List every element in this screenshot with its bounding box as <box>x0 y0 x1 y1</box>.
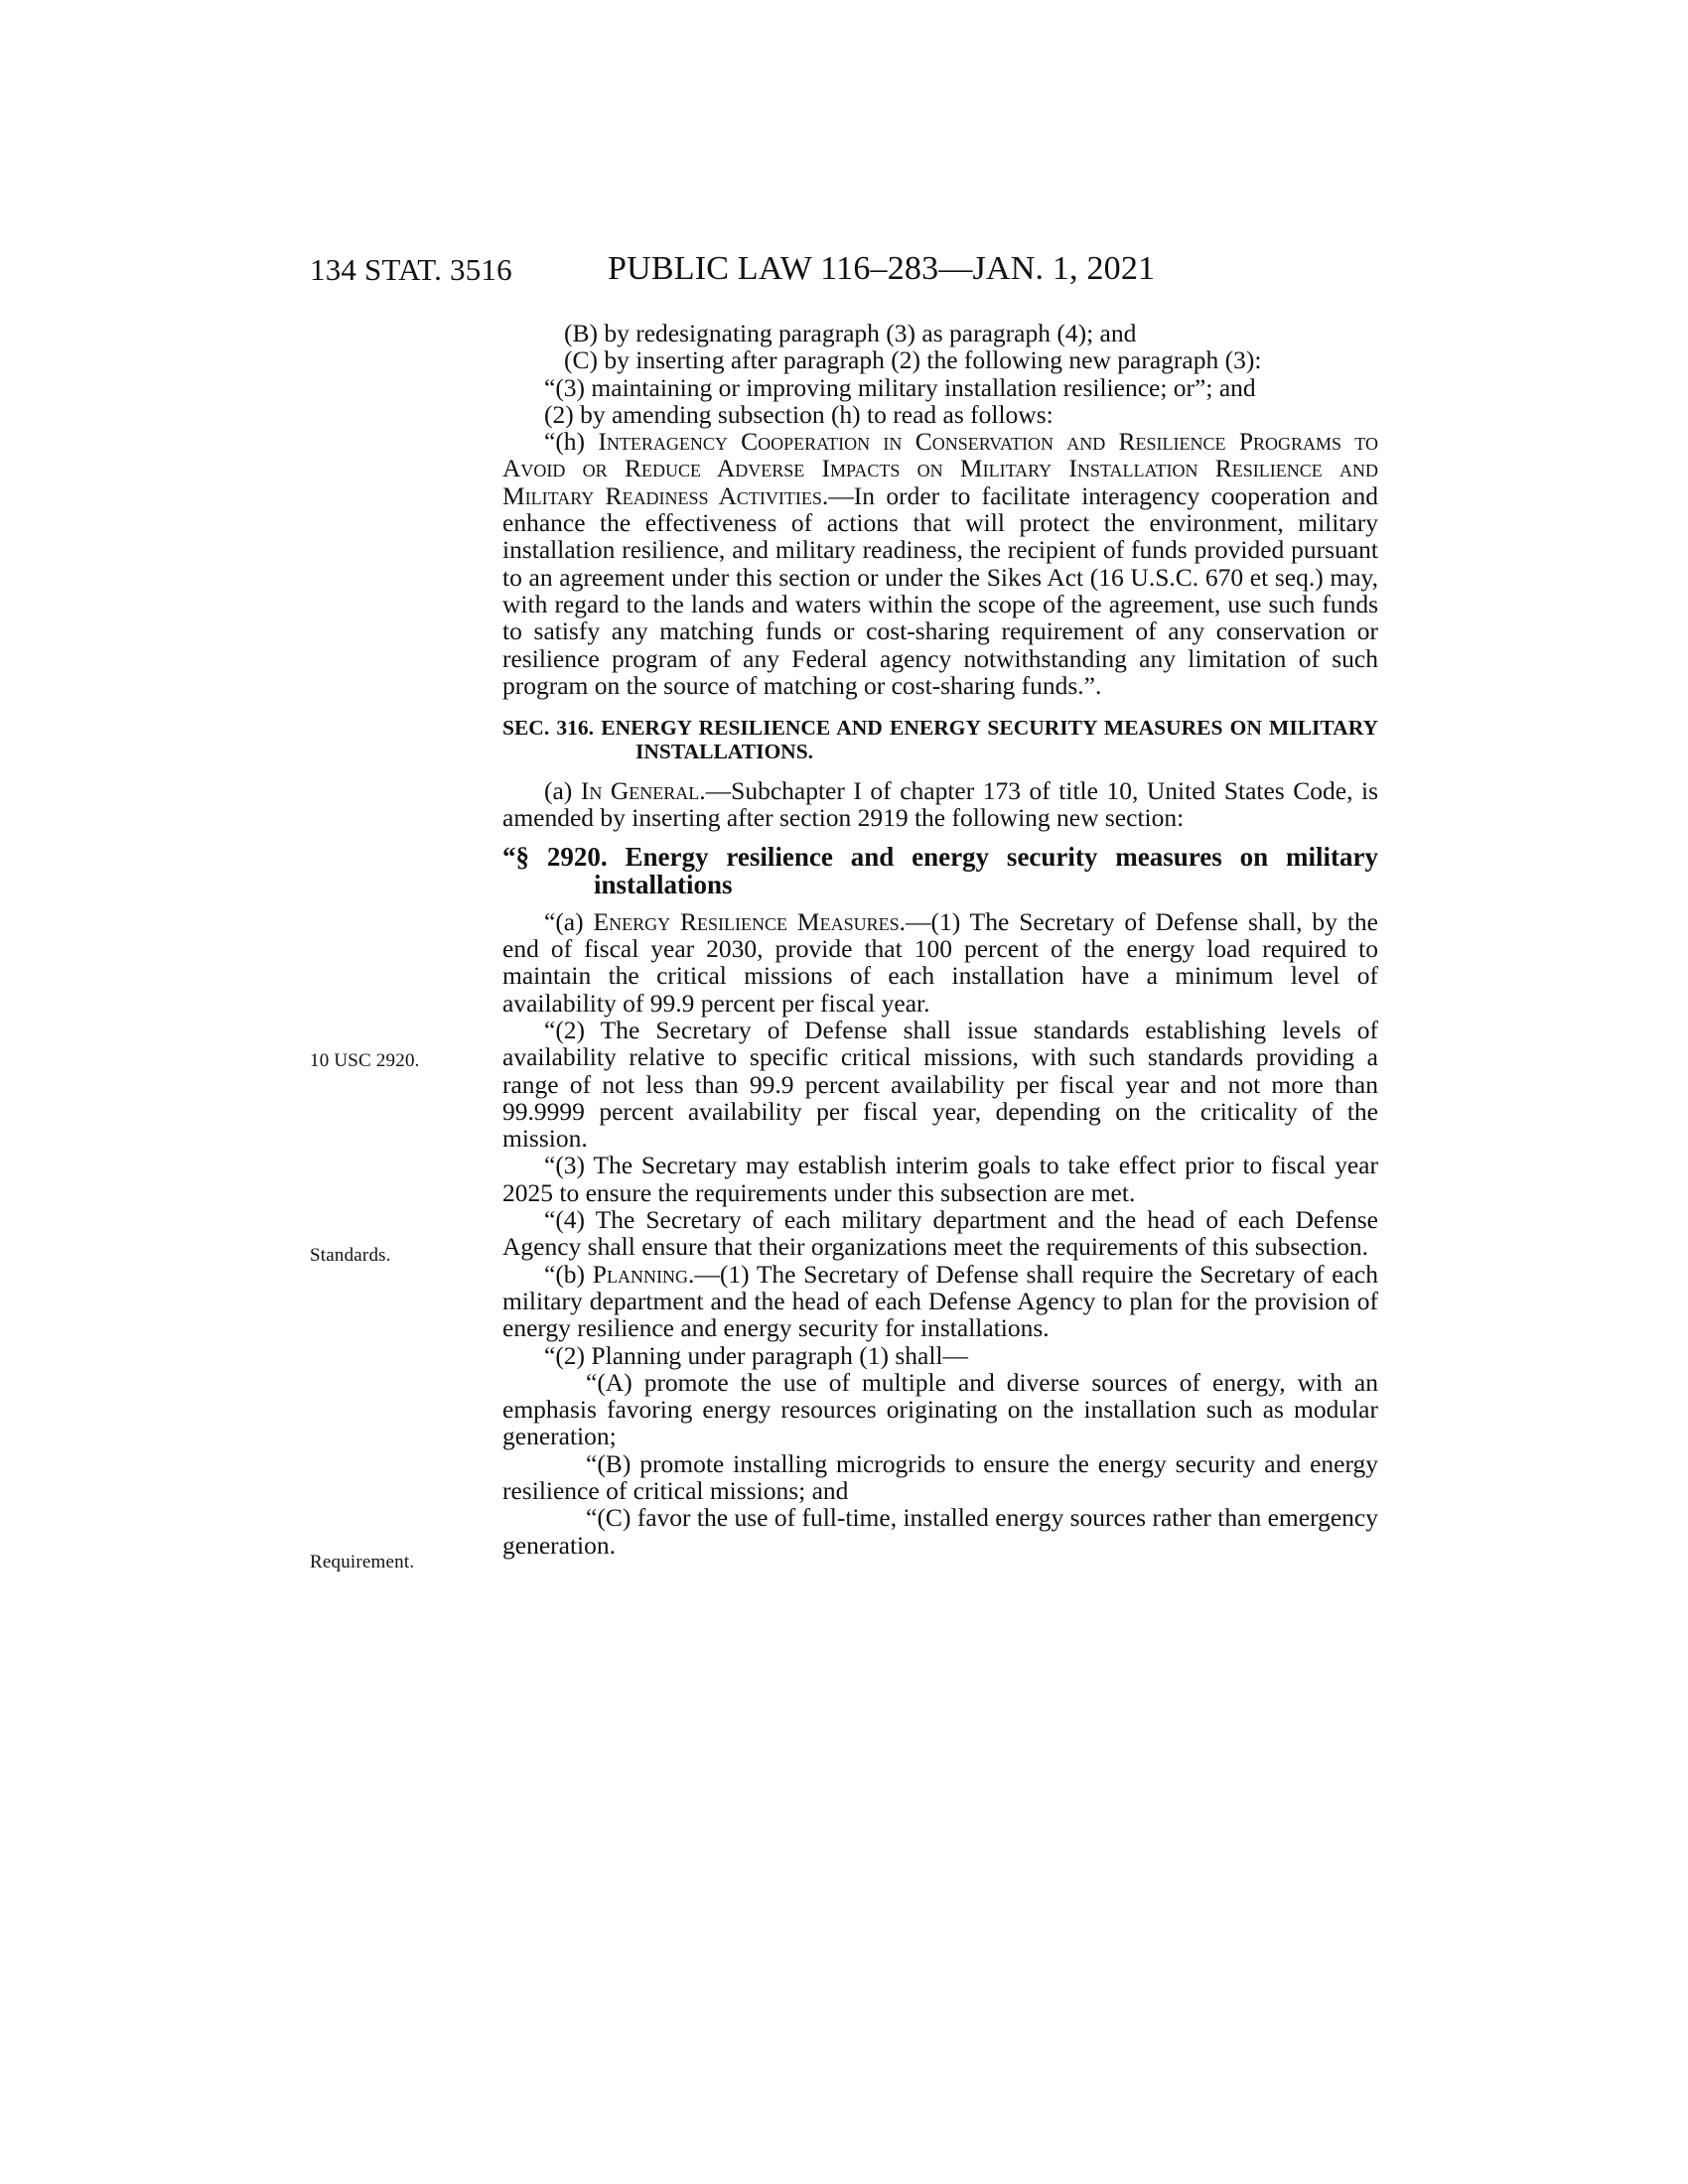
margin-note-requirement: Requirement. <box>310 1552 415 1572</box>
paragraph: “(4) The Secretary of each military department and the head of each Defense Agency shall ensure that their organizations meet the requirements of this subsection. <box>502 1205 1378 1262</box>
paragraph: “(2) The Secretary of Defense shall issue standards establishing levels of availability relative to specific critical missions, with such standards providing a range of not less than 99.9 percent availability per fiscal year and not more than 99.9999 percent availability per fiscal year, depending on the criticality of the mission. <box>502 1015 1378 1154</box>
paragraph: “(B) promote installing microgrids to ensure the energy security and energy resilience of critical missions; and <box>502 1448 1378 1505</box>
section-316-heading: SEC. 316. ENERGY RESILIENCE AND ENERGY SECURITY MEASURES ON MILITARY INSTALLATIONS. <box>502 716 1378 764</box>
subsection-a-measures <box>502 908 1378 1017</box>
margin-note-usc: 10 USC 2920. <box>310 1050 420 1071</box>
paragraph: (C) by inserting after paragraph (2) the following new paragraph (3): <box>564 345 1262 375</box>
subsection-body: .—Subchapter I of chapter 173 of title 10, United States Code, is amended by inserting after section 2919 the following new section: <box>502 776 1378 833</box>
subsection-heading: Planning <box>592 1259 688 1289</box>
subsection-open: (a) <box>544 776 581 806</box>
margin-note-standards: Standards. <box>310 1245 391 1266</box>
paragraph: “(3) maintaining or improving military installation resilience; or”; and <box>544 372 1256 402</box>
paragraph: (2) by amending subsection (h) to read as follows: <box>544 399 1054 429</box>
section-2920-heading: “§ 2920. Energy resilience and energy security measures on military installations <box>502 841 1378 899</box>
subsection-heading: In General <box>580 776 700 806</box>
subsection-open: “(b) <box>544 1259 593 1289</box>
running-header-stat: 134 STAT. 3516 <box>310 252 512 287</box>
subsection-body: .—(1) The Secretary of Defense shall, by the end of fiscal year 2030, provide that 100 percent of the energy load required to maintain the critical missions of each installation have a minimum level of availability of 99.9 percent per fiscal year. <box>502 906 1378 1018</box>
subsection-h <box>502 428 1378 699</box>
subsection-body: .—(1) The Secretary of Defense shall require the Secretary of each military department and the head of each Defense Agency to plan for the provision of energy resilience and energy security for installations. <box>502 1259 1378 1343</box>
paragraph: “(A) promote the use of multiple and diverse sources of energy, with an emphasis favoring energy resources originating on the installation such as modular generation; <box>502 1367 1378 1451</box>
subsection-open: “(a) <box>544 906 594 936</box>
paragraph: (B) by redesignating paragraph (3) as paragraph (4); and <box>564 319 1137 347</box>
subsection-heading: Energy Resilience Measures <box>593 906 900 936</box>
subsection-h-open: “(h) <box>544 427 599 457</box>
paragraph: “(C) favor the use of full-time, installed energy sources rather than emergency generation. <box>502 1503 1378 1560</box>
subsection-h-body: .—In order to facilitate interagency cooperation and enhance the effectiveness of actions that will protect the environment, military installation resilience, and military readiness, the recipient of funds provided pursuant to an agreement under this section or under the Sikes Act (16 U.S.C. 670 et seq.) may, with regard to the lands and waters within the scope of the agreement, use such funds to satisfy any matching funds or cost-sharing requirement of any conservation or resilience program of any Federal agency notwithstanding any limitation of such program on the source of matching or cost-sharing funds.”. <box>502 480 1378 700</box>
subsection-a-general <box>502 777 1378 832</box>
subsection-h-heading: Interagency Cooperation in Conservation and Resilience Programs to Avoid or Reduce Adverse Impacts on Military Installation Resilience and Military Readiness Activities <box>502 427 1378 510</box>
paragraph: “(3) The Secretary may establish interim goals to take effect prior to fiscal year 2025 to ensure the requirements under this subsection are met. <box>502 1151 1378 1207</box>
paragraph: “(2) Planning under paragraph (1) shall— <box>544 1340 968 1370</box>
running-header-title: PUBLIC LAW 116–283—JAN. 1, 2021 <box>608 250 1156 287</box>
text-column <box>502 320 1378 1559</box>
subsection-b-planning <box>502 1261 1378 1342</box>
